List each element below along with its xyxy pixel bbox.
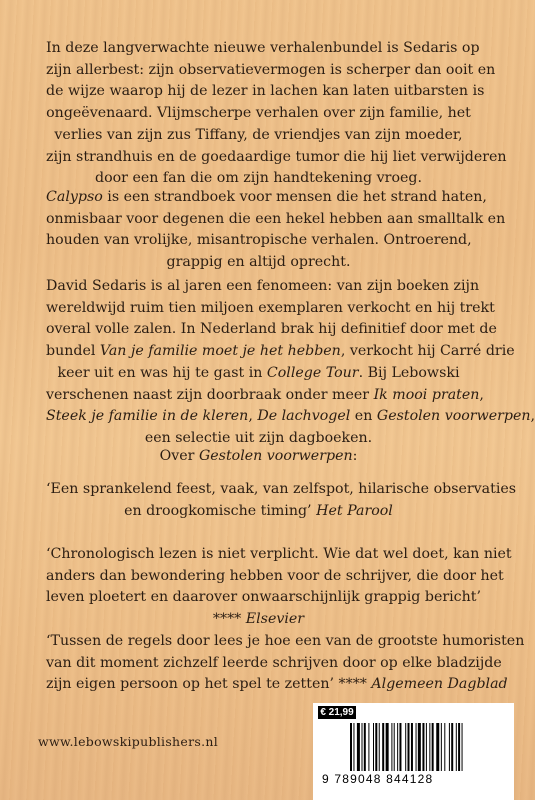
book-title: Gestolen voorwerpen — [198, 448, 353, 464]
barcode-bar — [444, 723, 445, 771]
barcode-bar — [458, 723, 460, 771]
text-run: en — [350, 408, 377, 425]
text-run: , verkocht hij Carré drie — [340, 343, 515, 360]
text-line — [46, 385, 484, 407]
text-line: ‘Een sprankelend feest, vaak, van zelfspot, hilarische observaties — [46, 481, 517, 497]
text-run: . Bij Lebowski — [358, 364, 460, 381]
text-run: zijn eigen persoon op het spel te zetten’ **** — [46, 676, 372, 693]
text-line — [46, 674, 508, 696]
text-line: ongeëvenaard. Vlijmscherpe verhalen over zijn familie, het — [46, 105, 471, 122]
barcode-bar — [429, 723, 430, 771]
barcode-bar — [362, 723, 363, 771]
text-run: , — [479, 386, 484, 403]
review-source: Het Parool — [316, 502, 393, 519]
barcode-bar — [436, 723, 439, 771]
text-run: , — [530, 408, 535, 425]
barcode-bar — [426, 723, 427, 771]
text-line: verlies van zijn zus Tiffany, de vriendjes van zijn moeder, — [54, 126, 463, 143]
barcode-bar — [382, 723, 384, 771]
publisher-url: www.lebowskipublishers.nl — [38, 734, 219, 749]
text-line: de wijze waarop hij de lezer in lachen kan laten uitbarsten is — [46, 83, 485, 100]
text-line: ‘Chronologisch lezen is niet verplicht. Wie dat wel doet, kan niet — [46, 546, 512, 562]
text-line: van dit moment zichzelf leerde schrijven door op elke bladzijde — [46, 654, 502, 671]
text-line: overal volle zalen. In Nederland brak hij definitief door met de — [46, 321, 497, 338]
text-line: anders dan bewondering hebben voor de schrijver, die door het — [46, 567, 504, 584]
barcode-bar — [432, 723, 434, 771]
text-line: onmisbaar voor degenen die een hekel hebben aan smalltalk en — [46, 210, 506, 227]
text-line: leven ploetert en daarover onwaarschijnlijk grappig bericht’ — [46, 589, 481, 606]
text-run: Over — [159, 448, 199, 464]
text-line: zijn allerbest: zijn observatievermogen is scherper dan ooit en — [46, 61, 496, 78]
text-line: wereldwijd ruim tien miljoen exemplaren verkocht en hij trekt — [46, 299, 495, 316]
text-line: ‘Tussen de regels door lees je hoe een van de grootste humoristen — [46, 633, 525, 649]
barcode-bar — [379, 723, 380, 771]
barcode-bar — [350, 723, 352, 771]
barcode-bar — [441, 723, 442, 771]
text-run: keer uit en was hij te gast in — [57, 364, 267, 381]
barcode-bar — [405, 723, 406, 771]
book-title: Steek je familie in de kleren — [46, 408, 249, 425]
book-title: Ik mooi praten — [373, 386, 480, 403]
review-quote-elsevier — [46, 544, 512, 631]
blurb-paragraph-author — [46, 276, 535, 450]
barcode-icon — [350, 723, 500, 771]
text-line — [46, 363, 471, 385]
barcode-bar — [399, 723, 401, 771]
barcode-bar — [353, 723, 354, 771]
barcode-bar — [449, 723, 450, 771]
text-line: In deze langverwachte nieuwe verhalenbundel is Sedaris op — [46, 40, 480, 56]
text-line: een selectie uit zijn dagboeken. — [144, 429, 373, 446]
text-run: en droogkomische timing’ — [124, 502, 317, 519]
barcode-bar — [375, 723, 377, 771]
text-line — [46, 406, 535, 428]
blurb-paragraph-calypso — [46, 187, 506, 274]
text-run: is een strandboek voor mensen die het strand haten, — [102, 189, 487, 205]
text-line — [46, 446, 471, 468]
rating-stars: **** — [212, 611, 246, 628]
barcode-bar — [456, 723, 457, 771]
book-title: De lachvogel — [257, 408, 351, 425]
text-line: houden van vrolijke, misantropische verhalen. Ontroerend, — [46, 232, 472, 249]
barcode-bar — [397, 723, 398, 771]
show-title: College Tour — [266, 364, 359, 381]
blurb-paragraph-intro — [46, 38, 507, 190]
price-tag: € 21,99 — [318, 706, 356, 719]
barcode-bar — [462, 723, 463, 771]
book-title: Van je familie moet je het hebben — [99, 343, 341, 360]
barcode-bar — [422, 723, 424, 771]
isbn-number: 9 789048 844128 — [322, 772, 434, 786]
text-run: : — [352, 448, 358, 464]
book-title: Gestolen voorwerpen — [376, 408, 531, 425]
review-quote-parool — [46, 479, 517, 522]
barcode-bar — [394, 723, 395, 771]
text-run: , — [248, 408, 258, 425]
text-line: zijn strandhuis en de goedaardige tumor die hij liet verwijderen — [46, 148, 507, 165]
book-title: Calypso — [46, 189, 103, 205]
text-line: grappig en altijd oprecht. — [166, 254, 351, 271]
reviews-heading — [46, 446, 471, 468]
barcode-bar — [451, 723, 453, 771]
text-line: David Sedaris is al jaren een fenomeen: van zijn boeken zijn — [46, 278, 480, 294]
text-run: bundel — [46, 343, 100, 360]
text-line — [46, 187, 487, 209]
barcode-bar — [373, 723, 374, 771]
text-line — [46, 501, 471, 523]
review-quote-ad — [46, 631, 525, 696]
text-line: door een fan die om zijn handtekening vroeg. — [95, 170, 422, 187]
barcode-bar — [391, 723, 392, 771]
text-line — [46, 609, 471, 631]
barcode-bar — [364, 723, 366, 771]
review-source: Elsevier — [245, 611, 305, 628]
review-source: Algemeen Dagblad — [371, 676, 508, 693]
barcode-bar — [357, 723, 360, 771]
barcode-bar — [408, 723, 410, 771]
barcode-bar — [368, 723, 369, 771]
barcode-bar — [416, 723, 417, 771]
barcode-bar — [386, 723, 389, 771]
barcode-bar — [411, 723, 413, 771]
text-line — [46, 341, 515, 363]
barcode-bar — [418, 723, 421, 771]
text-run: verschenen naast zijn doorbraak onder meer — [46, 386, 374, 403]
